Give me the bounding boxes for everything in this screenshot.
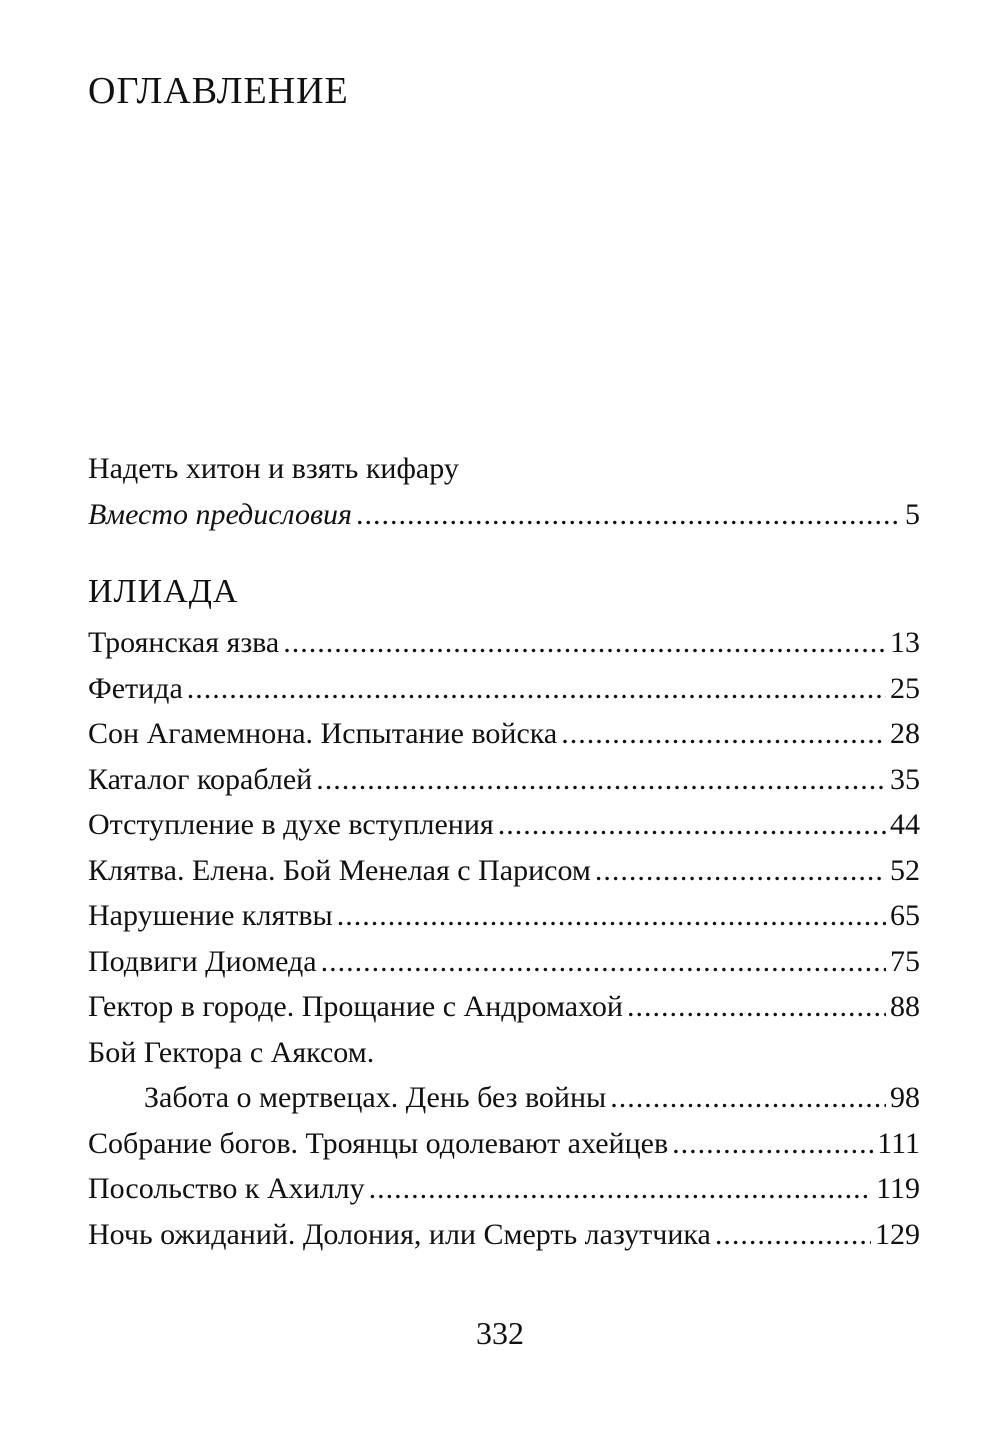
toc-entry-title: Ночь ожиданий. Долония, или Смерть лазутчика: [88, 1217, 711, 1251]
section-heading-iliad: ИЛИАДА: [88, 573, 239, 610]
toc-entry-list: [88, 620, 920, 1257]
dot-leader: [672, 1121, 873, 1167]
toc-entry-title: Нарушение клятвы: [88, 899, 333, 932]
toc-entry-page: 13: [890, 626, 920, 659]
dot-leader: [316, 757, 886, 803]
toc-entry-continuation: [88, 1075, 920, 1121]
toc-entry: [88, 757, 920, 803]
preface-subtitle-line: [88, 492, 920, 538]
toc-entry-title: Каталог кораблей: [88, 762, 313, 796]
dot-leader: [187, 666, 886, 712]
toc-entry: [88, 802, 920, 848]
toc-entry-title: Подвиги Диомеда: [88, 944, 317, 978]
toc-entry-title: Собрание богов. Троянцы одолевают ахейцев: [88, 1126, 669, 1160]
toc-entry-page: 88: [890, 990, 920, 1023]
toc-entry-page: 52: [890, 853, 920, 887]
dot-leader: [356, 492, 901, 538]
toc-entry-page: 44: [890, 808, 920, 841]
toc-entry-title: Сон Агамемнона. Испытание войска: [88, 717, 558, 750]
dot-leader: [595, 848, 886, 894]
preface-entry: [88, 446, 920, 537]
toc-entry: [88, 848, 920, 894]
toc-entry: [88, 1212, 920, 1258]
toc-entry-page: 65: [890, 899, 920, 932]
preface-title-line: [88, 446, 920, 492]
page-number: 332: [476, 1315, 524, 1351]
toc-entry-title: Клятва. Елена. Бой Менелая с Парисом: [88, 853, 591, 887]
contents-heading: ОГЛАВЛЕНИЕ: [88, 70, 349, 112]
toc-entry-title: Гектор в городе. Прощание с Андромахой: [88, 990, 623, 1023]
toc-entry: [88, 893, 920, 939]
toc-entry-first-line: [88, 1030, 920, 1076]
toc-entry-page: 98: [890, 1081, 920, 1114]
preface-subtitle: Вместо предисловия: [88, 497, 352, 531]
toc-entry-page: 28: [890, 717, 920, 750]
dot-leader: [321, 939, 886, 985]
toc-entry-title: Фетида: [88, 671, 183, 705]
toc-entry-title: Троянская язва: [88, 626, 280, 659]
dot-leader: [561, 711, 886, 757]
toc-entry-page: 111: [877, 1126, 920, 1160]
dot-leader: [627, 984, 886, 1030]
toc-entry-title: Отступление в духе вступления: [88, 808, 494, 841]
toc-entry: [88, 1166, 920, 1212]
toc-entry-page: 25: [890, 671, 920, 705]
preface-title: Надеть хитон и взять кифару: [88, 452, 459, 485]
dot-leader: [337, 893, 886, 939]
toc-entry: [88, 1121, 920, 1167]
dot-leader: [283, 620, 886, 666]
toc-entry: [88, 939, 920, 985]
toc-entry-page: 129: [875, 1217, 920, 1251]
toc-entry-page: 35: [890, 762, 920, 796]
toc-entry-title: Бой Гектора с Аяксом.: [88, 1035, 375, 1069]
toc-entry-title: Посольство к Ахиллу: [88, 1172, 365, 1205]
toc-entry: [88, 620, 920, 666]
preface-page-number: 5: [905, 497, 920, 531]
dot-leader: [369, 1166, 873, 1212]
dot-leader: [610, 1075, 886, 1121]
toc-entry-page: 75: [890, 944, 920, 978]
toc-entry: [88, 984, 920, 1030]
toc-entry-title-continued: Забота о мертвецах. День без войны: [144, 1081, 607, 1114]
dot-leader: [715, 1212, 871, 1258]
toc-entry-page: 119: [876, 1172, 920, 1205]
toc-entry: [88, 666, 920, 712]
toc-entry: [88, 711, 920, 757]
dot-leader: [498, 802, 886, 848]
